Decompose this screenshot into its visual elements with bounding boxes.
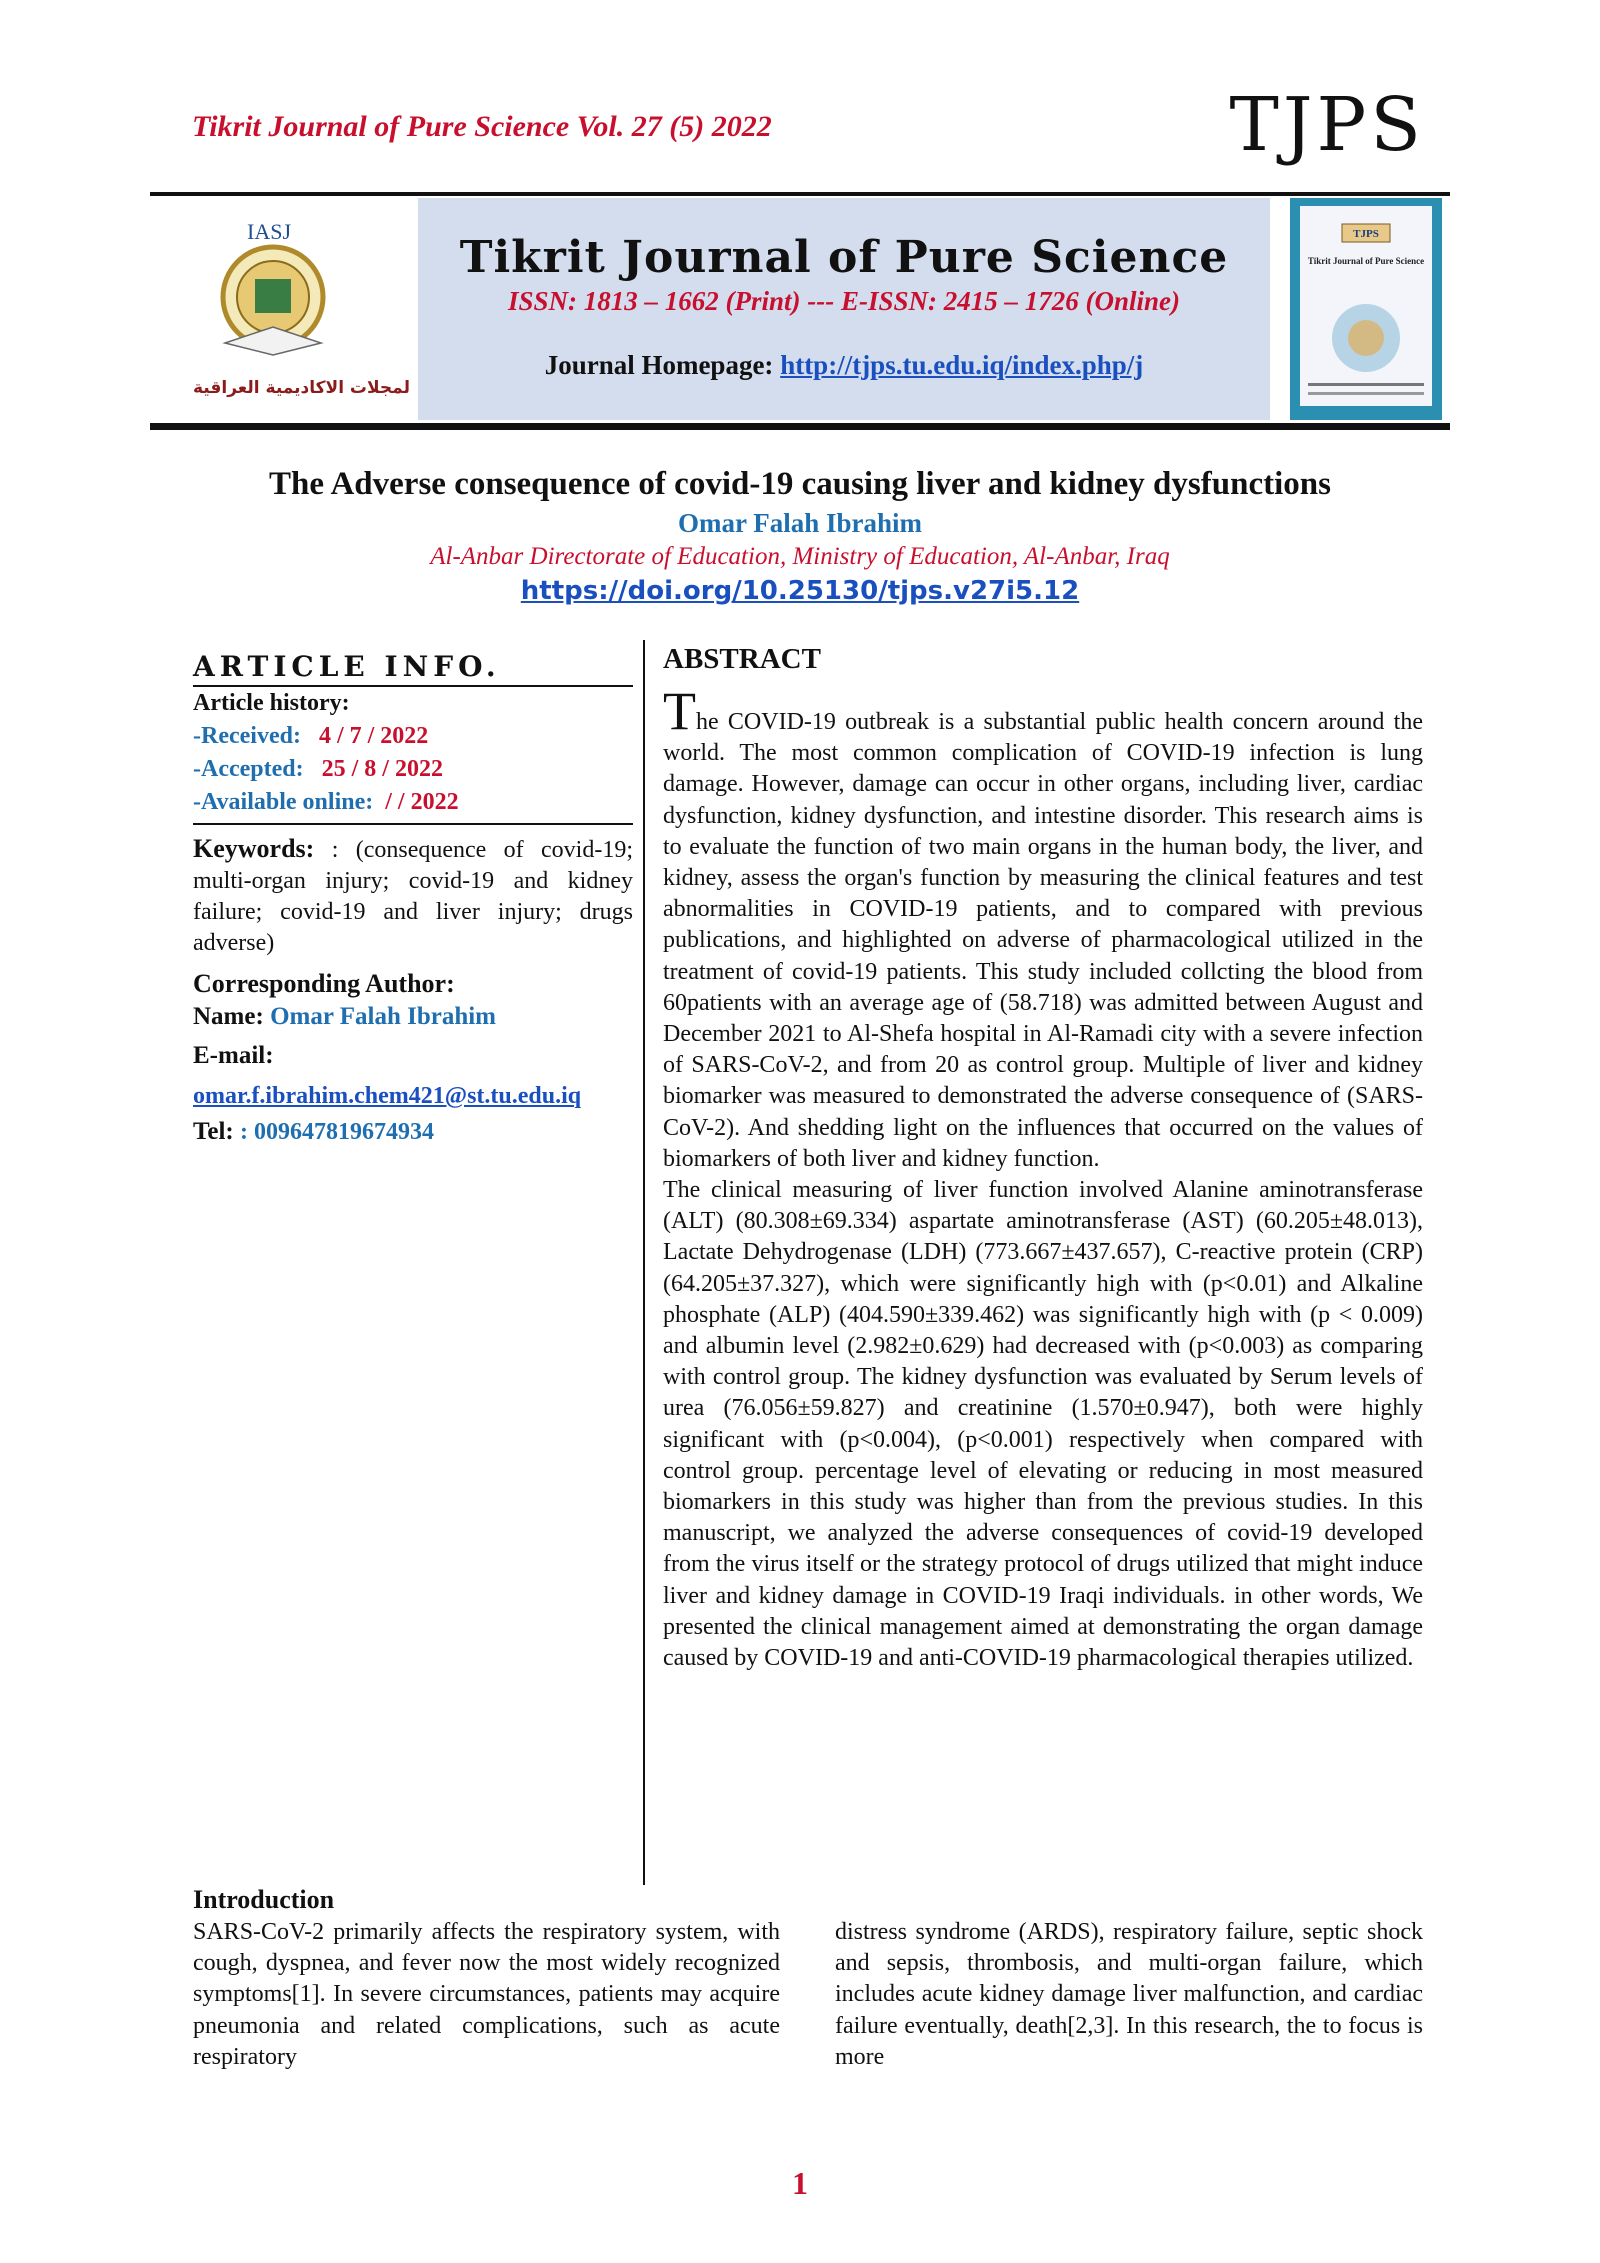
abstract-paragraph-2: The clinical measuring of liver function involved Alanine aminotransferase (ALT) (80.308±69.334) aspartate aminotransferase (AST) (60.205±48.013), Lactate Dehydrogenase (LDH) (773.667±437.657), C-reactive protein (CRP) (64.205±37.327), which were significantly high with (p<0.01) and Alkaline phosphate (ALP) (404.590±339.462) was significantly high with (p < 0.009) and albumin level (2.982±0.629) had decreased with (p<0.003) as comparing with control group. The kidney dysfunction was evaluated by Serum levels of urea (76.056±59.827) and creatinine (1.570±0.947), both were highly significant with (p<0.004), (p<0.001) respectively when compared with control group. percentage level of elevating or reducing in most measured biomarkers in this study was higher than from the previous studies. In this manuscript, we analyzed the adverse consequences of covid-19 developed from the virus itself or the strategy protocol of drugs utilized that might induce liver and kidney damage in COVID-19 Iraqi individuals. in other words, We presented the clinical management aimed at demonstrating the organ damage caused by COVID-19 and anti-COVID-19 pharmacological therapies utilized. [663,1177,1423,1672]
name-value: Omar Falah Ibrahim [270,1003,497,1030]
article-info-heading: ARTICLE INFO. [193,650,501,683]
cover-subtitle: Tikrit Journal of Pure Science [1307,256,1425,266]
telephone [193,1115,633,1149]
received-value: 4 / 7 / 2022 [318,723,429,749]
article-author: Omar Falah Ibrahim [677,508,922,538]
abstract-paragraph-1 [663,681,1423,1175]
journal-cover-thumbnail [1290,198,1442,420]
banner-homepage [418,350,1270,381]
online-date [193,786,633,819]
iasj-logo-text: IASJ [247,219,292,244]
received-label: -Received: [193,723,301,749]
introduction-column-right: distress syndrome (ARDS), respiratory failure, septic shock and sepsis, thrombosis, and multi-organ failure, which includes acute kidney damage liver malfunction, and cardiac failure eventually, death[2,3]. In this research, the to focus is more [835,1919,1423,2070]
abstract-section [663,641,1423,1674]
doi-link[interactable]: https://doi.org/10.25130/tjps.v27i5.12 [520,576,1080,606]
abstract-text-1: he COVID-19 outbreak is a substantial public health concern around the world. The most common complication of COVID-19 infection is lung damage. However, damage can occur in other organs, including liver, cardiac dysfunction, kidney dysfunction, and intestine disorder. This research aims is to evaluate the function of two main organs in the human body, the liver, and kidney, assess the organ's function by measuring the clinical features and test abnormalities in COVID-19 patients, and to compared with previous publications, and highlighted on adverse of pharmacological utilized in the treatment of covid-19 patients. This study included collcting the blood from 60patients with an average age of (58.718) was admitted between August and December 2021 to Al-Shefa hospital in Al-Ramadi city with a severe infection of SARS-CoV-2, and from 20 as control group. Multiple of liver and kidney biomarker was measured to demonstrated the adverse consequence of (SARS-CoV-2). And shedding light on the influences that occurred on the values of biomarkers of both liver and kidney function. [663,709,1423,1172]
journal-wordmark: TJPS [1229,82,1425,168]
accepted-label: -Accepted: [193,756,304,782]
header-rule-top [150,192,1450,196]
keywords-text: : (consequence of covid-19; multi-organ injury; covid-19 and kidney failure; covid-19 and liver injury; drugs adverse) [193,837,633,956]
article-info-panel [193,650,633,1149]
tel-label: Tel: [193,1118,240,1145]
name-label: Name: [193,1003,271,1030]
homepage-label: Journal Homepage: [544,350,781,380]
corresponding-name [193,1000,633,1033]
email-link[interactable]: omar.f.ibrahim.chem421@st.tu.edu.iq [193,1083,582,1109]
email [193,1080,633,1113]
received-date [193,720,633,753]
online-value: / / 2022 [379,789,459,815]
author-affiliation: Al-Anbar Directorate of Education, Ministry of Education, Al-Anbar, Iraq [430,543,1170,570]
article-history-label: Article history: [193,690,350,716]
article-doi [150,576,1450,606]
cover-title: TJPS [1353,228,1379,240]
email-label: E-mail: [193,1042,274,1069]
accepted-value: 25 / 8 / 2022 [321,756,443,782]
column-divider [643,640,645,1885]
info-divider [193,823,633,825]
online-label: -Available online: [193,789,374,815]
banner-issn: ISSN: 1813 – 1662 (Print) --- E-ISSN: 2415 – 1726 (Online) [507,286,1181,316]
journal-reference: Tikrit Journal of Pure Science Vol. 27 (5) 2022 [192,110,772,143]
tel-value: : 009647819674934 [240,1119,434,1145]
keywords-label: Keywords: [193,834,315,863]
iasj-logo [185,215,410,415]
introduction-column-left: SARS-CoV-2 primarily affects the respiratory system, with cough, dyspnea, and fever now the most widely recognized symptoms[1]. In severe circumstances, patients may acquire pneumonia and related complications, such as acute respiratory [193,1919,780,2070]
cover-image-icon [1290,198,1442,420]
header-rule-bottom [150,423,1450,430]
iasj-arabic-name: المجلات الاكاديمية العراقية [193,378,410,398]
homepage-link[interactable]: http://tjps.tu.edu.iq/index.php/j [780,350,1144,380]
accepted-date [193,753,633,786]
keywords [193,833,633,959]
iasj-seal-icon [185,215,410,415]
abstract-heading: ABSTRACT [663,643,821,675]
abstract-dropcap: T [663,681,696,741]
article-title: The Adverse consequence of covid-19 causing liver and kidney dysfunctions [269,466,1331,502]
banner-journal-title: Tikrit Journal of Pure Science [459,232,1229,283]
corresponding-author-label: Corresponding Author: [193,969,455,998]
page-number: 1 [792,2165,808,2201]
introduction-heading: Introduction [193,1885,335,1914]
